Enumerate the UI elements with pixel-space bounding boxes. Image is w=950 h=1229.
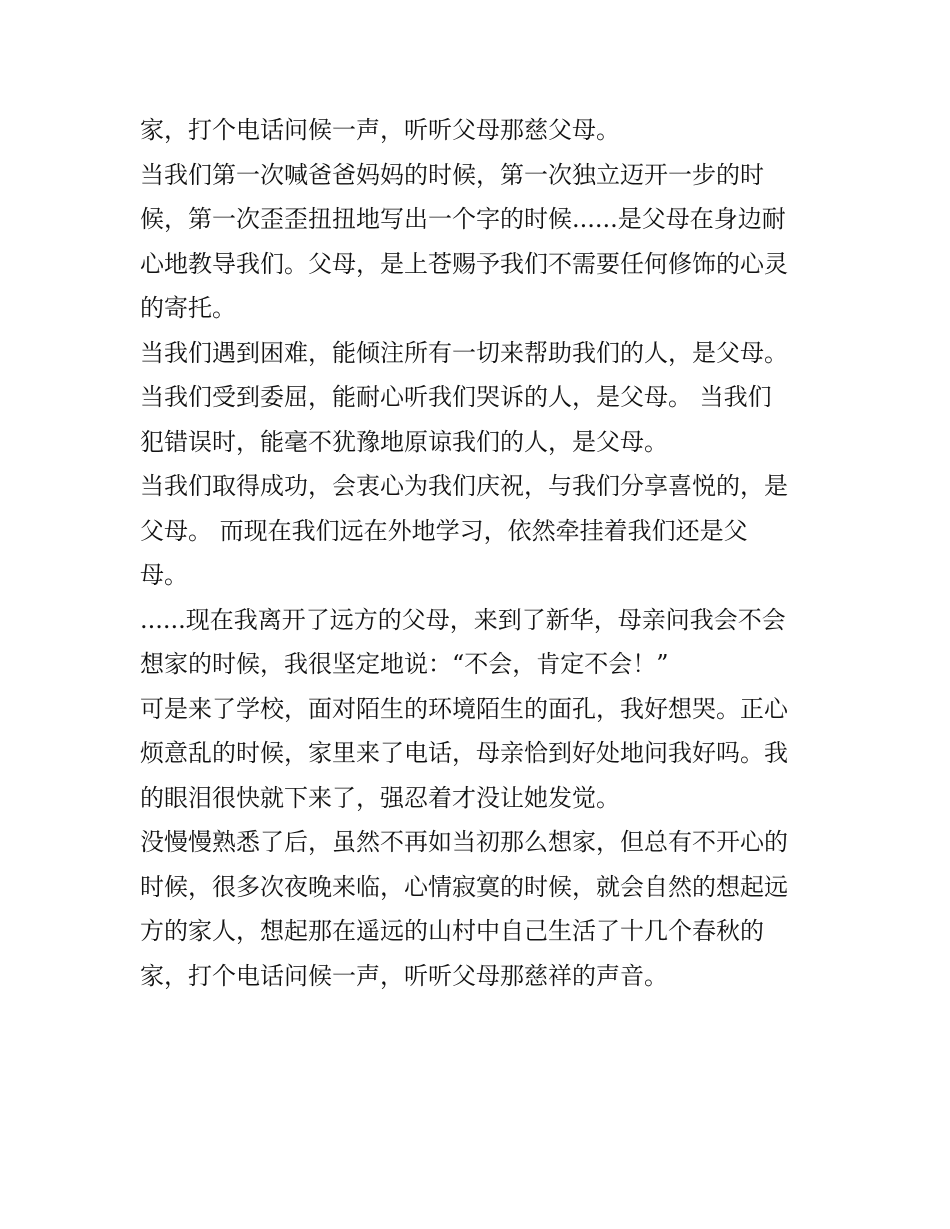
text-line: 当我们受到委屈，能耐心听我们哭诉的人，是父母。 当我们 [140, 383, 772, 411]
text-line: 父母。 而现在我们远在外地学习，依然牵挂着我们还是父 [140, 516, 748, 545]
text-line: 的眼泪很快就下来了，强忍着才没让她发觉。 [140, 783, 620, 812]
text-line: 方的家人，想起那在遥远的山村中自己生活了十几个春秋的 [140, 917, 764, 945]
text-line: 的寄托。 [140, 294, 236, 322]
text-line: 想家的时候，我很坚定地说：“不会，肯定不会！” [140, 650, 669, 678]
text-line: 当我们遇到困难，能倾注所有一切来帮助我们的人，是父母。 [140, 338, 788, 367]
text-line: 候，第一次歪歪扭扭地写出一个字的时候......是父母在身边耐 [140, 205, 786, 233]
text-line: 没慢慢熟悉了后，虽然不再如当初那么想家，但总有不开心的 [140, 828, 788, 856]
text-line: 烦意乱的时候，家里来了电话，母亲恰到好处地问我好吗。我 [140, 739, 788, 767]
text-line: 可是来了学校，面对陌生的环境陌生的面孔，我好想哭。正心 [140, 694, 788, 723]
text-line: 家，打个电话问候一声，听听父母那慈父母。 [140, 116, 620, 144]
text-line: 当我们第一次喊爸爸妈妈的时候，第一次独立迈开一步的时 [140, 160, 764, 189]
text-line: 心地教导我们。父母，是上苍赐予我们不需要任何修饰的心灵 [140, 249, 788, 278]
text-line: 家，打个电话问候一声，听听父母那慈祥的声音。 [140, 961, 668, 990]
text-line: 犯错误时，能毫不犹豫地原谅我们的人，是父母。 [140, 427, 668, 456]
text-line: 时候，很多次夜晚来临，心情寂寞的时候，就会自然的想起远 [140, 872, 788, 901]
text-line: 母。 [140, 561, 188, 589]
text-line: 当我们取得成功，会衷心为我们庆祝，与我们分享喜悦的，是 [140, 472, 788, 500]
document-body-text [140, 108, 840, 998]
text-line: ......现在我离开了远方的父母，来到了新华，母亲问我会不会 [140, 605, 786, 634]
